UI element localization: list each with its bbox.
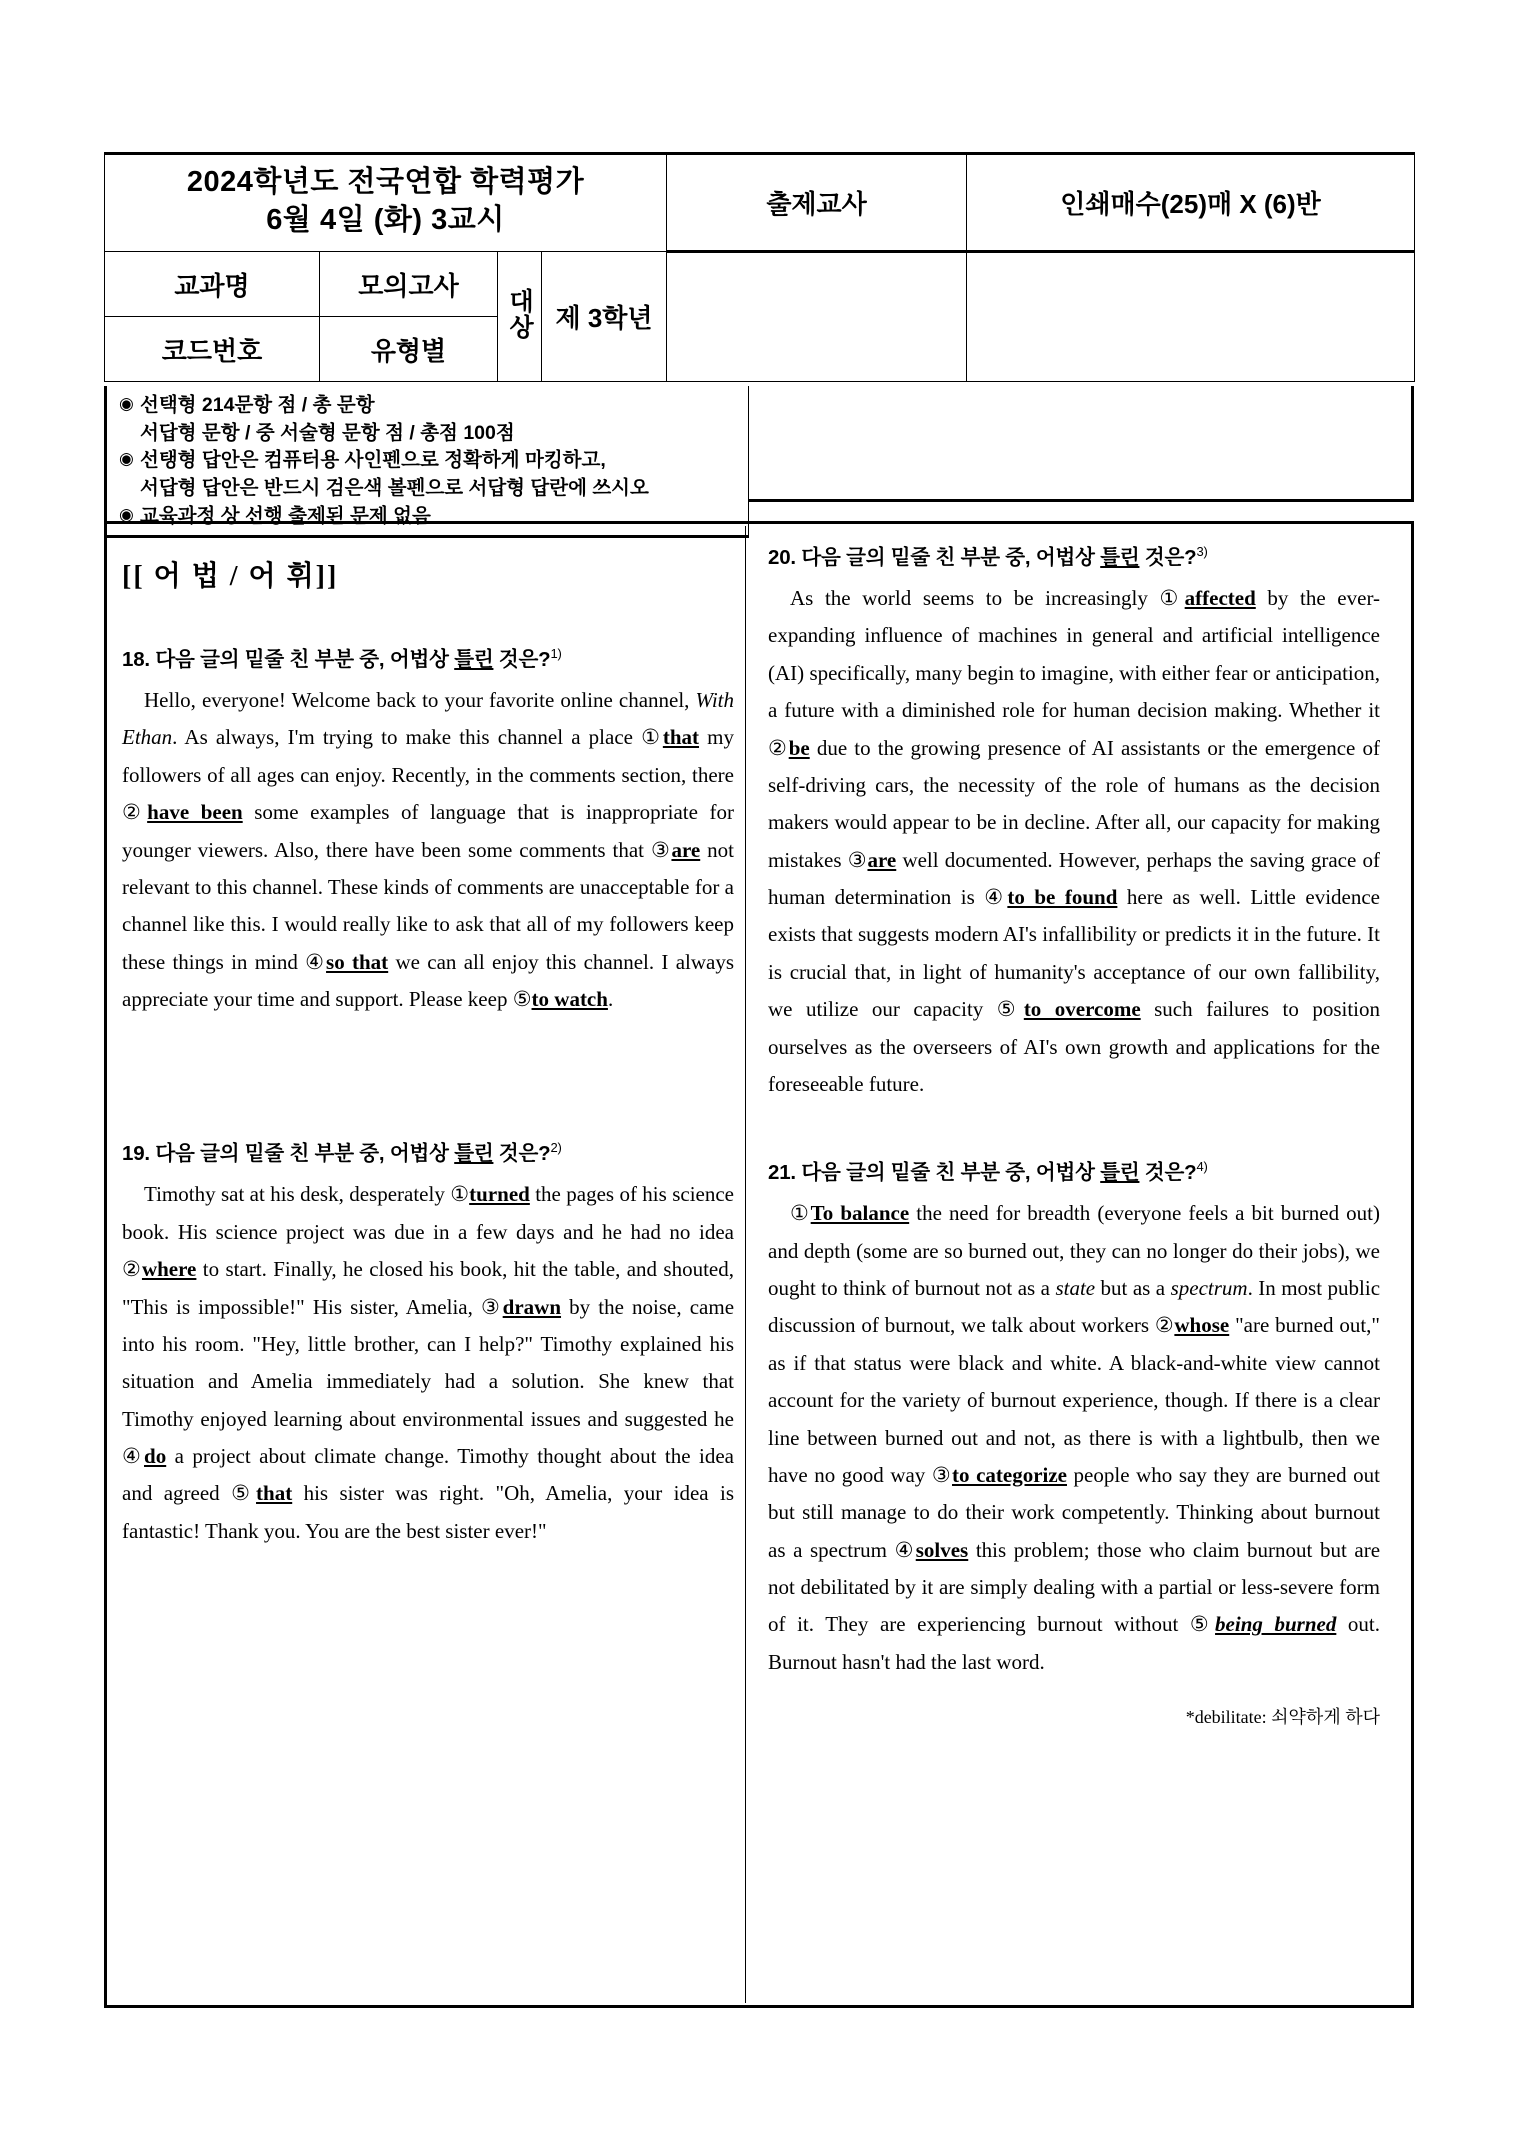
q19-choice-1-number: ① [450,1182,470,1207]
question-18-prompt [122,642,734,672]
question-21-prompt-pre: 다음 글의 밑줄 친 부분 중, 어법상 [801,1161,1101,1185]
question-19-prompt-pre: 다음 글의 밑줄 친 부분 중, 어법상 [155,1142,455,1166]
subject-value-cell: 모의고사 [320,252,498,317]
q20-text-1: As the world seems to be increasingly [790,586,1160,610]
grade-value-cell: 제 3학년 [542,252,667,382]
q21-choice-3[interactable]: to categorize [952,1462,1067,1487]
q18-choice-1-number: ① [641,725,663,750]
question-19-prompt-post: 것은? [493,1142,551,1166]
print-blank-cell[interactable] [967,252,1415,382]
q18-choice-2[interactable]: have been [147,800,243,825]
q20-text-2: by the ever-expanding influence of machines in general and artificial intelligence (AI) specifically, many begin to imagine, with either fear or anticipation, a future with a diminished role for human decision making. Whether it [768,586,1381,723]
subject-label-cell: 교과명 [105,252,320,317]
q20-text-6: such failures to position ourselves as the overseers of AI's own growth and applications for the foreseeable future. [768,997,1380,1096]
q21-text-2: . In most public discussion of burnout, we talk about workers [768,1276,1381,1338]
q20-choice-1-number: ① [1159,586,1185,610]
notice-line-2a: 선탱형 답안은 컴퓨터용 사인펜으로 정확하게 마킹하고, [140,449,606,472]
q20-choice-4-number: ④ [984,885,1008,909]
q18-choice-5-number: ⑤ [512,987,532,1011]
question-19-prompt-keyword: 틀린 [454,1142,494,1166]
q21-text-5: this problem; those who claim burnout but are not debilitated by it are simply dealing with a partial or less-severe form of it. They are experiencing burnout without [768,1537,1381,1637]
notice-item-1 [119,392,746,420]
q19-text-1: Timothy sat at his desk, desperately [144,1182,451,1207]
question-20-prompt-pre: 다음 글의 밑줄 친 부분 중, 어법상 [801,546,1101,569]
question-21-number: 21. [768,1161,796,1185]
question-18-prompt-pre: 다음 글의 밑줄 친 부분 중, 어법상 [155,648,455,671]
exam-title-line2: 6월 4일 (화) 3교시 [266,203,505,236]
question-18-prompt-keyword: 틀린 [454,648,494,671]
q19-choice-2[interactable]: where [141,1257,197,1282]
question-18-prompt-post: 것은? [493,648,551,671]
question-21-prompt-post: 것은? [1139,1161,1197,1185]
type-label-cell: 유형별 [320,317,498,382]
notice-line-2b: 서답형 답안은 반드시 검은색 볼펜으로 서답형 답란에 쓰시오 [140,477,649,500]
q18-text-4: some examples of language that is inappropriate for younger viewers. Also, there have been some comments that [122,800,735,862]
q21-text-1b: but as a [1095,1276,1171,1300]
question-19-footnote-marker: 2) [550,1140,562,1156]
q21-choice-5-number: ⑤ [1189,1612,1216,1637]
q20-text-4: well documented. However, perhaps the saving grace of human determination is [768,847,1381,909]
q18-choice-4[interactable]: so that [326,949,389,974]
notice-line-1a: 선택형 214문항 점 / 총 문항 [140,394,375,416]
q18-italic-1: With Ethan [122,688,734,750]
exam-notice-block [104,386,749,538]
q20-choice-3-number: ③ [847,847,868,872]
q18-text-1: Hello, everyone! Welcome back to your favorite online channel, [144,688,696,712]
question-21-prompt [768,1155,1380,1185]
question-21-gloss: *debilitate: 쇠약하게 하다 [1185,1707,1380,1728]
question-20-prompt-post: 것은? [1139,546,1197,569]
question-20-passage [768,580,1380,1103]
q21-italic-1: state [1055,1276,1096,1300]
q21-choice-4-number: ④ [894,1537,916,1562]
q20-choice-2-number: ② [768,735,789,760]
q21-italic-2: spectrum [1170,1276,1248,1300]
q19-choice-3[interactable]: drawn [502,1294,562,1319]
target-label-cell [498,252,542,382]
question-18-number: 18. [122,648,150,671]
notice-right-empty-cell [749,386,1414,502]
q19-choice-1[interactable]: turned [469,1182,530,1207]
column-divider [745,526,746,2003]
q19-text-3: to start. Finally, he closed his book, hit the table, and shouted, "This is impossible!" His sister, Amelia, [122,1257,735,1319]
q20-text-3: due to the growing presence of AI assistants or the emergence of self-driving cars, the necessity of the role of humans as the decision makers would appear to be in decline. After all, our capacity for making mistakes [768,735,1380,872]
q19-text-2: the pages of his science book. His science project was due in a few days and he had no idea [122,1182,734,1244]
q19-choice-4-number: ④ [122,1444,145,1468]
q20-choice-5[interactable]: to overcome [1023,997,1141,1022]
q18-text-5: not relevant to this channel. These kinds of comments are unacceptable for a channel like this. I would really like to ask that all of my followers keep these things in mind [122,837,734,974]
q18-text-3: my followers of all ages can enjoy. Recently, in the comments section, there [122,725,734,787]
left-column [122,540,734,1550]
bullet-icon: ◉ [119,449,134,469]
q18-text-2: . As always, I'm trying to make this channel a place [172,725,642,750]
q21-choice-1[interactable]: To balance [810,1201,910,1226]
question-19-number: 19. [122,1142,150,1166]
q21-choice-4[interactable]: solves [915,1537,969,1562]
target-label-text: 대상 [505,288,534,341]
q21-text-6: out. Burnout hasn't had the last word. [768,1612,1381,1674]
q21-text-1: the need for breadth (everyone feels a bit burned out) and depth (some are so burned out, they can no longer do their jobs), we ought to think of burnout not as a [768,1201,1380,1300]
section-header: [[ 어 법 / 어 휘]] [122,561,339,592]
q19-choice-3-number: ③ [480,1294,503,1319]
q18-choice-2-number: ② [122,800,148,825]
q19-choice-2-number: ② [122,1257,142,1282]
right-column [768,540,1380,1729]
question-20-prompt [768,540,1380,570]
question-20-number: 20. [768,546,796,569]
notice-line-3: 교육과정 상 선행 출제된 문제 없음 [140,504,431,527]
q21-text-4: people who say they are burned out but still manage to do their work competently. Thinking about burnout as a spectrum [768,1462,1380,1562]
question-21-prompt-keyword: 틀린 [1100,1161,1140,1185]
question-18-footnote-marker: 1) [550,646,562,662]
question-21-passage [768,1195,1380,1681]
q21-text-3: "are burned out," as if that status were black and white. A black-and-white view cannot account for the variety of burnout experience, though. If there is a clear line between burned out and not, as there is with a lightbulb, then we have no good way [768,1313,1380,1487]
exam-header-table [104,152,1414,382]
bullet-icon: ◉ [119,504,134,524]
question-19-prompt [122,1136,734,1166]
question-20-footnote-marker: 3) [1196,544,1208,560]
bullet-icon: ◉ [119,394,134,413]
q21-choice-3-number: ③ [931,1462,953,1487]
q21-choice-1-number: ① [790,1201,811,1226]
exam-title-cell [105,154,667,252]
teacher-label-cell: 출제교사 [667,154,967,252]
q21-choice-2-number: ② [1154,1313,1175,1338]
q20-choice-3[interactable]: are [867,847,897,872]
q18-text-7: . [607,987,614,1011]
code-label-cell: 코드번호 [105,317,320,382]
q20-choice-1[interactable]: affected [1184,586,1256,610]
q20-text-5: here as well. Little evidence exists that suggests modern AI's infallibility or predicts it in the future. It is crucial that, in light of humanity's acceptance of our own fallibility, we utilize our capacity [768,885,1380,1022]
q19-choice-4[interactable]: do [144,1444,167,1468]
q21-choice-2[interactable]: whose [1174,1313,1230,1338]
q20-choice-2[interactable]: be [788,735,810,760]
notice-item-2 [119,447,746,475]
q19-choice-5-number: ⑤ [231,1481,257,1506]
q19-text-6: his sister was right. "Oh, Amelia, your idea is fantastic! Thank you. You are the best sister ever!" [122,1481,734,1543]
q18-choice-5[interactable]: to watch [531,987,608,1011]
q18-choice-1[interactable]: that [662,725,700,750]
print-count-cell: 인쇄매수(25)매 X (6)반 [967,154,1415,252]
q18-choice-3-number: ③ [650,837,672,862]
notice-line-1b: 서답형 문항 / 중 서술형 문항 점 / 총점 100점 [140,421,515,444]
q19-text-5: a project about climate change. Timothy thought about the idea and agreed [122,1444,734,1506]
question-19-passage [122,1176,734,1550]
q18-choice-4-number: ④ [305,949,327,974]
q19-choice-5[interactable]: that [256,1481,293,1506]
q20-choice-4[interactable]: to be found [1007,885,1118,909]
question-20-prompt-keyword: 틀린 [1100,546,1140,569]
q20-choice-5-number: ⑤ [996,997,1024,1022]
exam-title-line1: 2024학년도 전국연합 학력평가 [186,166,585,198]
question-21-footnote-marker: 4) [1196,1159,1208,1175]
q19-text-4: by the noise, came into his room. "Hey, little brother, can I help?" Timothy explained his situation and Amelia immediately had a solution. She knew that Timothy enjoyed learning about environmental issues and suggested he [122,1294,735,1431]
teacher-blank-cell[interactable] [667,252,967,382]
q18-choice-3[interactable]: are [671,837,701,862]
q21-choice-5[interactable]: being burned [1215,1612,1337,1637]
q18-text-6: we can all enjoy this channel. I always appreciate your time and support. Please keep [122,949,735,1011]
question-18-passage [122,682,734,1018]
